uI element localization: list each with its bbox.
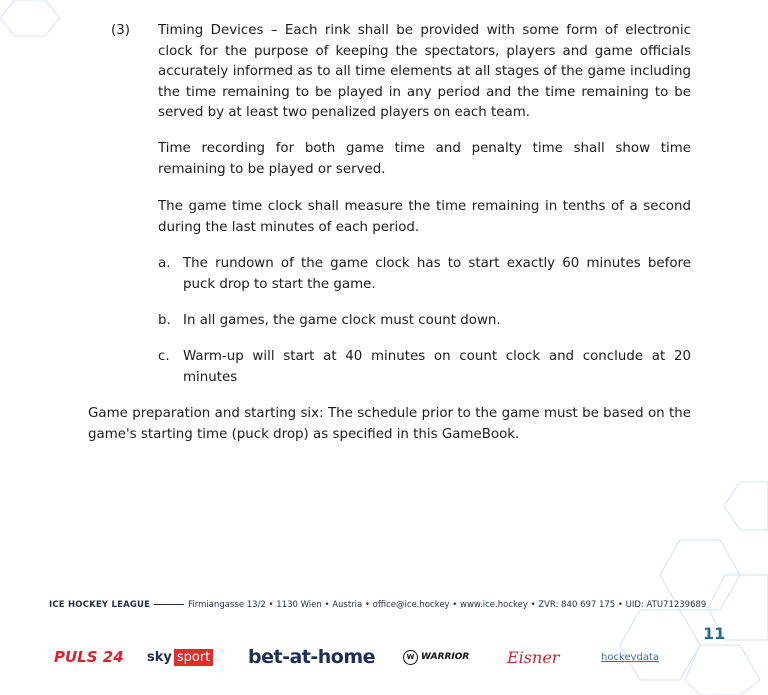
sky-text: sky [147,649,172,665]
puls24-text: PULS 24 [54,648,124,666]
warrior-icon: W [403,650,418,665]
hockeydata-logo [601,642,659,672]
bet-at-home-logo [248,642,375,672]
list-marker-b: b. [158,313,171,328]
puls24-logo [54,642,124,672]
sponsor-logos [0,642,768,672]
list-marker-a: a. [158,256,171,271]
sport-text: sport [174,649,213,666]
list-item-b: In all games, the game clock must count down. [183,313,501,328]
list-item-a: The rundown of the game clock has to start exactly 60 minutes before puck drop to start the game. [183,256,691,292]
footer-address: Firmiangasse 13/2 • 1130 Wien • Austria • office@ice.hockey • www.ice.hockey • ZVR: 840 697 175 • UID: ATU71239689 [188,600,707,610]
footer-divider [154,604,184,605]
paragraph-time-recording: Time recording for both game time and penalty time shall show time remaining to be played or served. [158,141,691,177]
list-item-c: Warm-up will start at 40 minutes on count clock and conclude at 20 minutes [183,349,691,385]
eisner-text: Eisner [507,647,560,667]
sky-sport-logo [147,642,213,672]
hockeydata-text: hockeydata [601,651,659,663]
bet-at-home-text: bet-at-home [248,646,376,668]
warrior-text: WARRIOR [421,652,470,662]
section-number: (3) [111,23,130,38]
page-number: 11 [703,624,726,643]
paragraph-game-preparation: Game preparation and starting six: The schedule prior to the game must be based on the game's starting time (puck drop) as specified in this GameBook. [88,406,691,442]
list-marker-c: c. [158,349,170,364]
paragraph-timing-devices: Timing Devices – Each rink shall be provided with some form of electronic clock for the purpose of keeping the spectators, players and game officials accurately informed as to all time elements at all stages of the game including the time remaining to be played in any period and the time remaining to be served by at least two penalized players on each team. [158,23,691,121]
footer-address-line [49,600,739,610]
league-name: ICE HOCKEY LEAGUE [49,600,151,610]
paragraph-game-time-clock: The game time clock shall measure the time remaining in tenths of a second during the last minutes of each period. [158,199,691,235]
eisner-logo [507,642,559,672]
warrior-logo [403,642,469,672]
